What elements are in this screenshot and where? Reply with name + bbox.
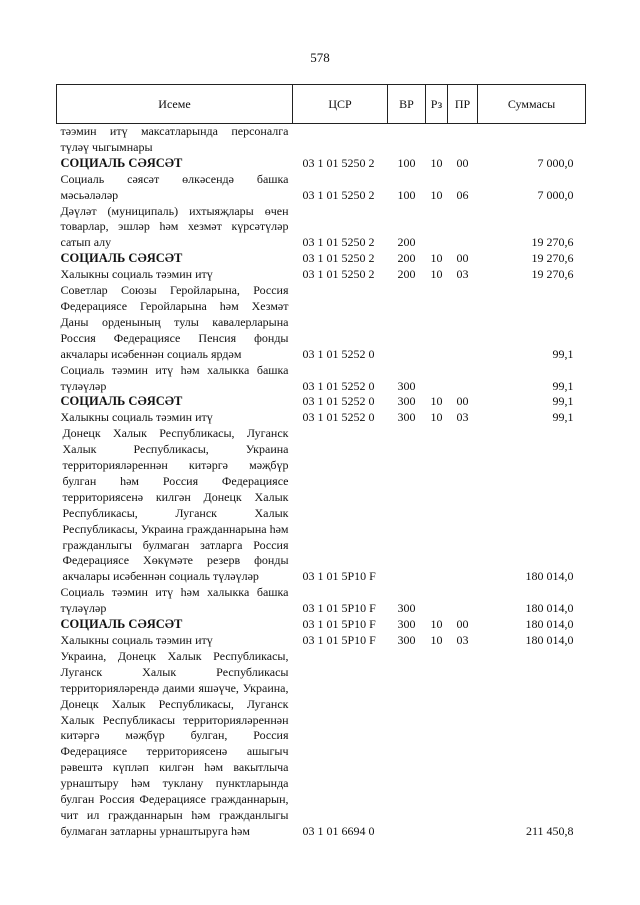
row-name: Украина, Донецк Халык Республикасы, Луганск Халык Республикасы территорияләрендә даими яшәүче, Украина, Донецк Халык Республикасы, Луганск Халык Республикасы территорияләреннән китәргә мәҗбүр булган, Россия Федерациясе территориясенә ашыгыч рәвештә күпләп килгән һәм вакытлыча урнаштыру һәм туклану пунктларында булган Россия Федерациясе гражданнарын, чит ил гражданнарын һәм гражданлыгы булмаган затларны урнаштыруга һәм [60,648,289,838]
row-name: Донецк Халык Республикасы, Луганск Халык Республикасы, Украина территорияләреннән китәргә мәҗбүр булган һәм Россия Федерациясе территориясенә килгән Донецк Халык Республикасы, Луганск Халык Республикасы, Украина гражданнарына һәм гражданлыгы булмаган затларга Россия Федерациясе Хөкүмәте резерв фонды акчалары исәбеннән социаль түләүләр [62,426,289,584]
header-csr: ЦСР [293,85,388,124]
row-pr-code [448,426,478,585]
row-sum [478,124,586,156]
row-rz-code: 10 [430,155,443,170]
row-csr-code: 03 1 01 5Р10 F [302,601,376,616]
row-vr-code: 300 [397,378,416,393]
row-csr-code: 03 1 01 5252 0 [302,394,375,409]
row-csr-code: 03 1 01 5250 2 [302,267,375,282]
row-name: Социаль тәэмин итү һәм халыкка башка түләүләр [60,585,289,616]
row-pr-code: 03 [456,410,469,425]
row-pr-code [448,585,478,617]
row-rz-code [426,585,448,617]
row-rz-code: 10 [430,187,443,202]
row-sum: 7 000,0 [537,155,574,170]
table-row [57,617,586,633]
table-row [57,633,586,649]
header-sum: Суммасы [478,85,586,124]
row-name: СОЦИАЛЬ СӘЯСӘТ [60,251,183,266]
row-name: Халыкны социаль тәэмин итү [60,267,213,282]
row-rz-code: 10 [430,410,443,425]
row-vr-code: 300 [397,617,416,632]
row-rz-code [426,204,448,252]
row-sum: 19 270,6 [531,267,574,282]
row-sum: 180 014,0 [525,633,574,647]
row-csr-code: 03 1 01 5Р10 F [302,633,376,647]
table-row [57,251,586,267]
row-csr-code: 03 1 01 5250 2 [302,235,375,250]
row-pr-code: 00 [456,155,469,170]
row-rz-code: 10 [430,394,443,409]
row-rz-code: 10 [430,617,443,632]
row-name: СОЦИАЛЬ СӘЯСӘТ [60,155,183,170]
row-csr-code: 03 1 01 5250 2 [302,187,375,202]
row-name: Социаль сәясәт өлкәсендә башка мәсьәләләр [60,171,289,202]
row-sum: 19 270,6 [531,235,574,250]
row-vr-code: 100 [397,155,416,170]
row-csr-code: 03 1 01 5250 2 [302,155,375,170]
row-rz-code [426,124,448,156]
row-csr-code: 03 1 01 5252 0 [302,346,375,361]
row-rz-code [426,649,448,840]
row-pr-code [448,363,478,395]
row-pr-code [448,124,478,156]
row-vr-code: 200 [397,251,416,266]
row-rz-code [426,426,448,585]
header-name: Исеме [57,85,293,124]
table-row [57,649,586,840]
row-name: СОЦИАЛЬ СӘЯСӘТ [60,394,183,409]
row-pr-code: 00 [456,394,469,409]
row-csr-code: 03 1 01 5Р10 F [302,617,376,632]
table-row [57,156,586,172]
row-vr-code: 200 [397,235,416,250]
row-csr-code: 03 1 01 5250 2 [302,251,375,266]
row-vr-code: 300 [397,394,416,409]
row-pr-code: 03 [456,267,469,282]
row-pr-code [448,649,478,840]
row-sum: 211 450,8 [525,823,574,838]
row-sum: 180 014,0 [525,601,574,616]
row-name: Социаль тәэмин итү һәм халыкка башка түләүләр [60,362,289,393]
row-sum: 19 270,6 [531,251,574,266]
row-pr-code: 00 [456,251,469,266]
row-sum: 99,1 [552,410,574,425]
row-rz-code [426,283,448,363]
table-header [57,85,586,124]
row-name: СОЦИАЛЬ СӘЯСӘТ [60,617,183,632]
row-pr-code: 03 [456,633,469,647]
table-row [57,363,586,395]
header-rz: Рз [426,85,448,124]
row-pr-code: 06 [456,187,469,202]
row-sum: 99,1 [552,378,574,393]
table-row [57,124,586,156]
row-csr-code: 03 1 01 5252 0 [302,378,375,393]
row-sum: 7 000,0 [537,187,574,202]
row-name: тәэмин итү максатларында персоналга түләү чыгымнары [60,124,289,154]
row-vr-code [388,426,426,585]
table-row [57,585,586,617]
row-name: Халыкны социаль тәэмин итү [60,410,213,425]
table-row [57,267,586,283]
header-vr: ВР [388,85,426,124]
header-pr: ПР [448,85,478,124]
row-csr-code: 03 1 01 5Р10 F [302,569,376,584]
row-sum: 99,1 [552,346,574,361]
row-vr-code [388,283,426,363]
row-vr-code [388,649,426,840]
budget-table [56,84,586,840]
table-row [57,172,586,204]
row-rz-code [426,363,448,395]
row-vr-code: 300 [397,410,416,425]
row-vr-code: 100 [397,187,416,202]
row-pr-code [448,204,478,252]
row-rz-code: 10 [430,251,443,266]
row-csr-code [293,124,388,156]
row-vr-code: 300 [397,601,416,616]
table-body [57,124,586,840]
row-pr-code: 00 [456,617,469,632]
row-name: Советлар Союзы Геройларына, Россия Федерациясе Геройларына һәм Хезмәт Даны орденының тулы кавалерларына Россия Федерациясе Пенсия фонды акчалары исәбеннән социаль ярдәм [60,283,289,361]
row-vr-code: 200 [397,267,416,282]
row-pr-code [448,283,478,363]
table-row [57,426,586,585]
row-vr-code: 300 [397,633,416,647]
row-rz-code: 10 [430,633,443,647]
row-csr-code: 03 1 01 6694 0 [302,823,375,838]
table-row [57,204,586,252]
row-sum: 99,1 [552,394,574,409]
table-row [57,410,586,426]
row-csr-code: 03 1 01 5252 0 [302,410,375,425]
row-vr-code [388,124,426,156]
table-row [57,283,586,363]
table-row [57,394,586,410]
row-rz-code: 10 [430,267,443,282]
row-name: Халыкны социаль тәэмин итү [60,633,213,647]
row-sum: 180 014,0 [525,617,574,632]
row-sum: 180 014,0 [525,569,574,584]
page-number: 578 [310,50,330,65]
row-name: Дәүләт (муниципаль) ихтыяҗлары өчен товарлар, эшләр һәм хезмәт күрсәтүләр сатып алу [60,203,289,250]
